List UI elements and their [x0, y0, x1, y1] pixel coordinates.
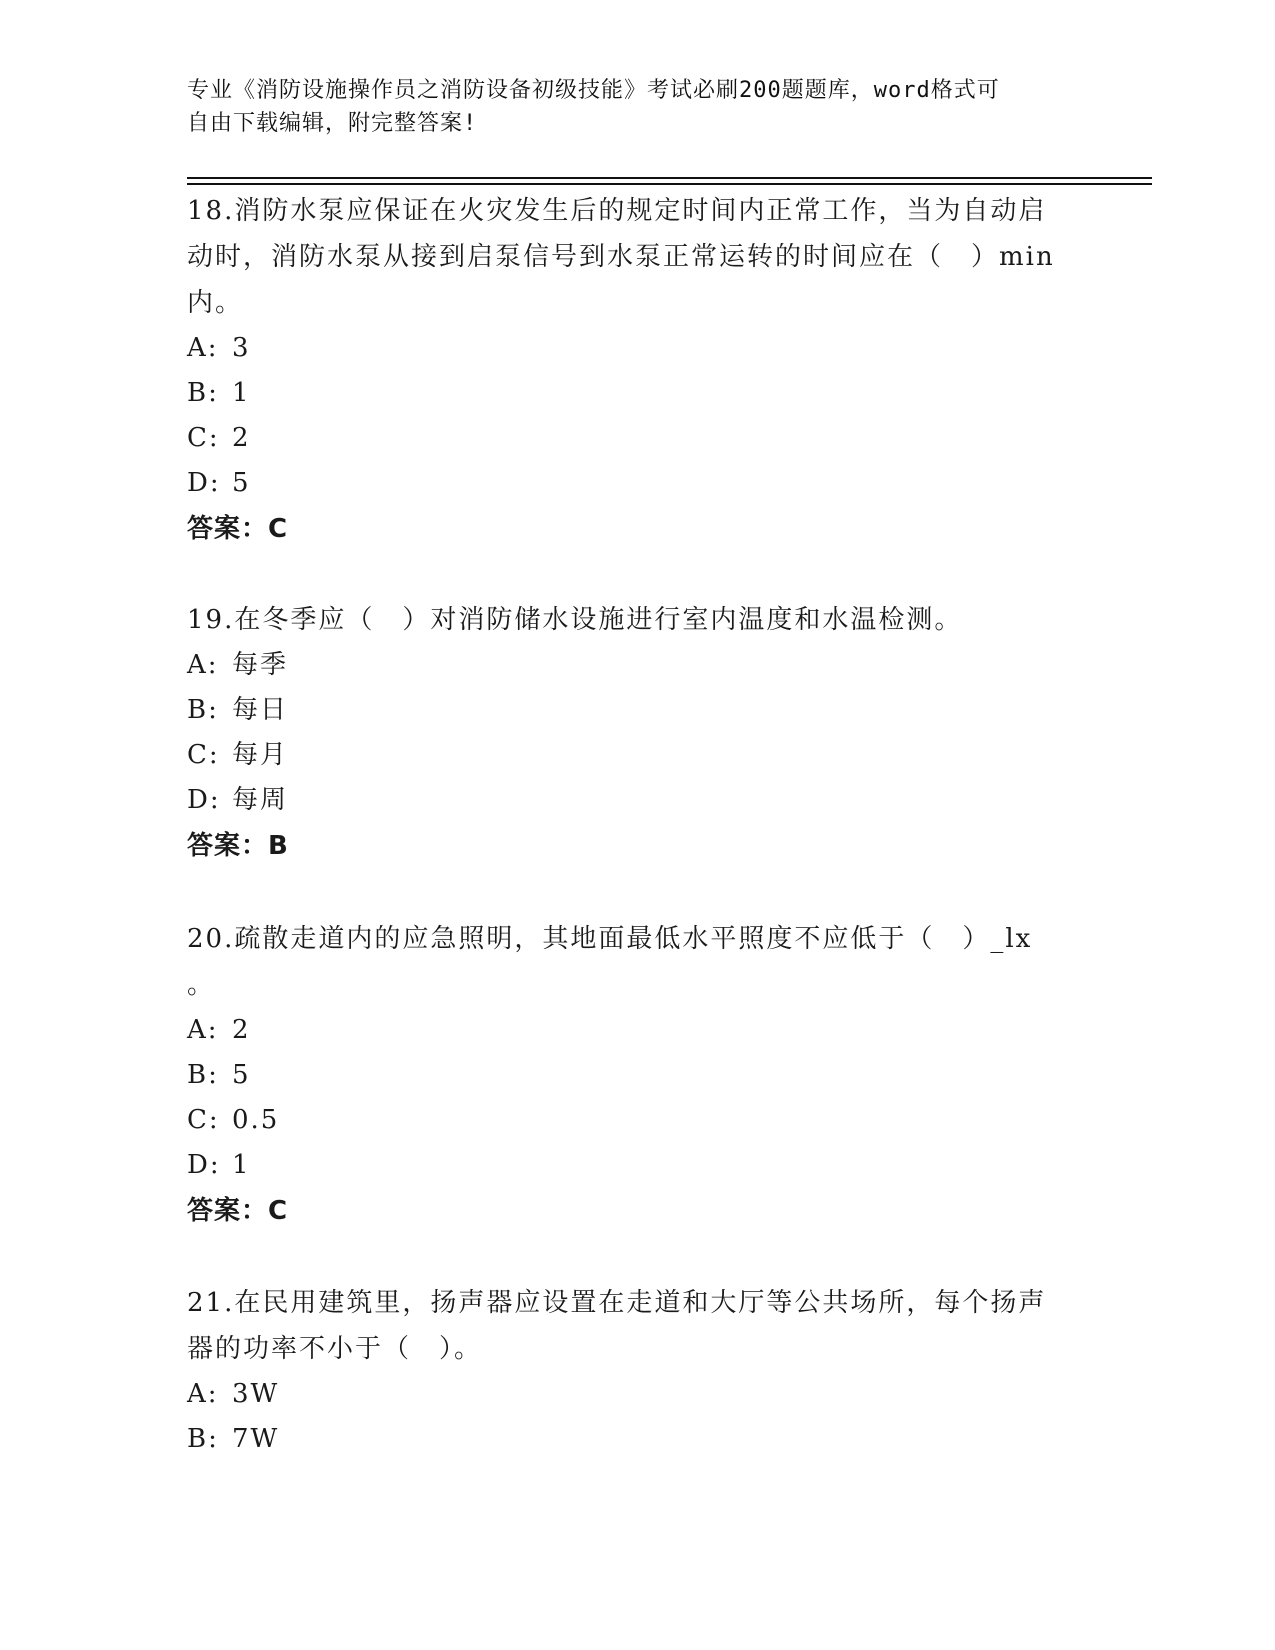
stem-line: 19.在冬季应（ ）对消防储水设施进行室内温度和水温检测。: [187, 605, 963, 635]
option-c: [187, 416, 1067, 461]
option-text: 2: [232, 1015, 251, 1045]
stem-line: 21.在民用建筑里，扬声器应设置在走道和大厅等公共场所，每个扬声: [187, 1288, 1047, 1318]
option-letter: A:: [187, 1379, 219, 1409]
option-text: 3: [232, 333, 251, 363]
option-c: [187, 733, 1067, 778]
option-b: [187, 688, 1067, 733]
option-letter: D:: [187, 785, 221, 815]
option-text: 5: [232, 1060, 251, 1090]
option-text: 0.5: [232, 1105, 280, 1135]
option-letter: B:: [187, 695, 219, 725]
option-letter: C:: [187, 1105, 220, 1135]
option-letter: C:: [187, 740, 220, 770]
question-19: [187, 597, 1067, 869]
question-20: [187, 916, 1067, 1234]
option-text: 5: [232, 468, 251, 498]
option-a: [187, 1372, 1067, 1417]
stem-line: 20.疏散走道内的应急照明，其地面最低水平照度不应低于（ ）_lx: [187, 924, 1033, 954]
answer: 答案：B: [187, 831, 289, 861]
option-text: 1: [232, 1150, 251, 1180]
option-d: [187, 1143, 1067, 1188]
option-text: 3W: [232, 1379, 280, 1409]
option-c: [187, 1098, 1067, 1143]
option-letter: C:: [187, 423, 220, 453]
option-letter: A:: [187, 650, 219, 680]
option-b: [187, 371, 1067, 416]
option-text: 每月: [232, 740, 289, 770]
question-stem: [187, 916, 1067, 1008]
option-letter: B:: [187, 1060, 219, 1090]
stem-line: 。: [187, 970, 216, 1000]
answer: 答案：C: [187, 1196, 289, 1226]
option-a: [187, 326, 1067, 371]
option-b: [187, 1417, 1067, 1462]
option-letter: D:: [187, 1150, 221, 1180]
option-letter: B:: [187, 1424, 219, 1454]
answer: 答案：C: [187, 514, 289, 544]
option-d: [187, 778, 1067, 823]
option-letter: D:: [187, 468, 221, 498]
option-d: [187, 461, 1067, 506]
option-letter: B:: [187, 378, 219, 408]
header-line: 自由下载编辑，附完整答案!: [187, 111, 478, 136]
question-18: [187, 188, 1067, 552]
header-line: 专业《消防设施操作员之消防设备初级技能》考试必刷200题题库，word格式可: [187, 78, 1000, 103]
option-letter: A:: [187, 1015, 219, 1045]
option-text: 2: [232, 423, 251, 453]
option-b: [187, 1053, 1067, 1098]
stem-line: 器的功率不小于（ ）。: [187, 1334, 483, 1364]
question-stem: [187, 1280, 1067, 1372]
option-a: [187, 643, 1067, 688]
option-a: [187, 1008, 1067, 1053]
option-text: 1: [232, 378, 251, 408]
header-divider-bottom: [187, 183, 1152, 185]
stem-line: 18.消防水泵应保证在火灾发生后的规定时间内正常工作，当为自动启: [187, 196, 1047, 226]
option-text: 每周: [232, 785, 289, 815]
option-text: 每季: [232, 650, 289, 680]
stem-line: 动时，消防水泵从接到启泵信号到水泵正常运转的时间应在（ ）min: [187, 242, 1055, 272]
question-stem: [187, 597, 1067, 643]
option-text: 每日: [232, 695, 289, 725]
option-text: 7W: [232, 1424, 280, 1454]
document-header: [187, 74, 1087, 140]
option-letter: A:: [187, 333, 219, 363]
question-stem: [187, 188, 1067, 326]
stem-line: 内。: [187, 288, 244, 318]
header-divider-top: [187, 177, 1152, 179]
question-21: [187, 1280, 1067, 1462]
